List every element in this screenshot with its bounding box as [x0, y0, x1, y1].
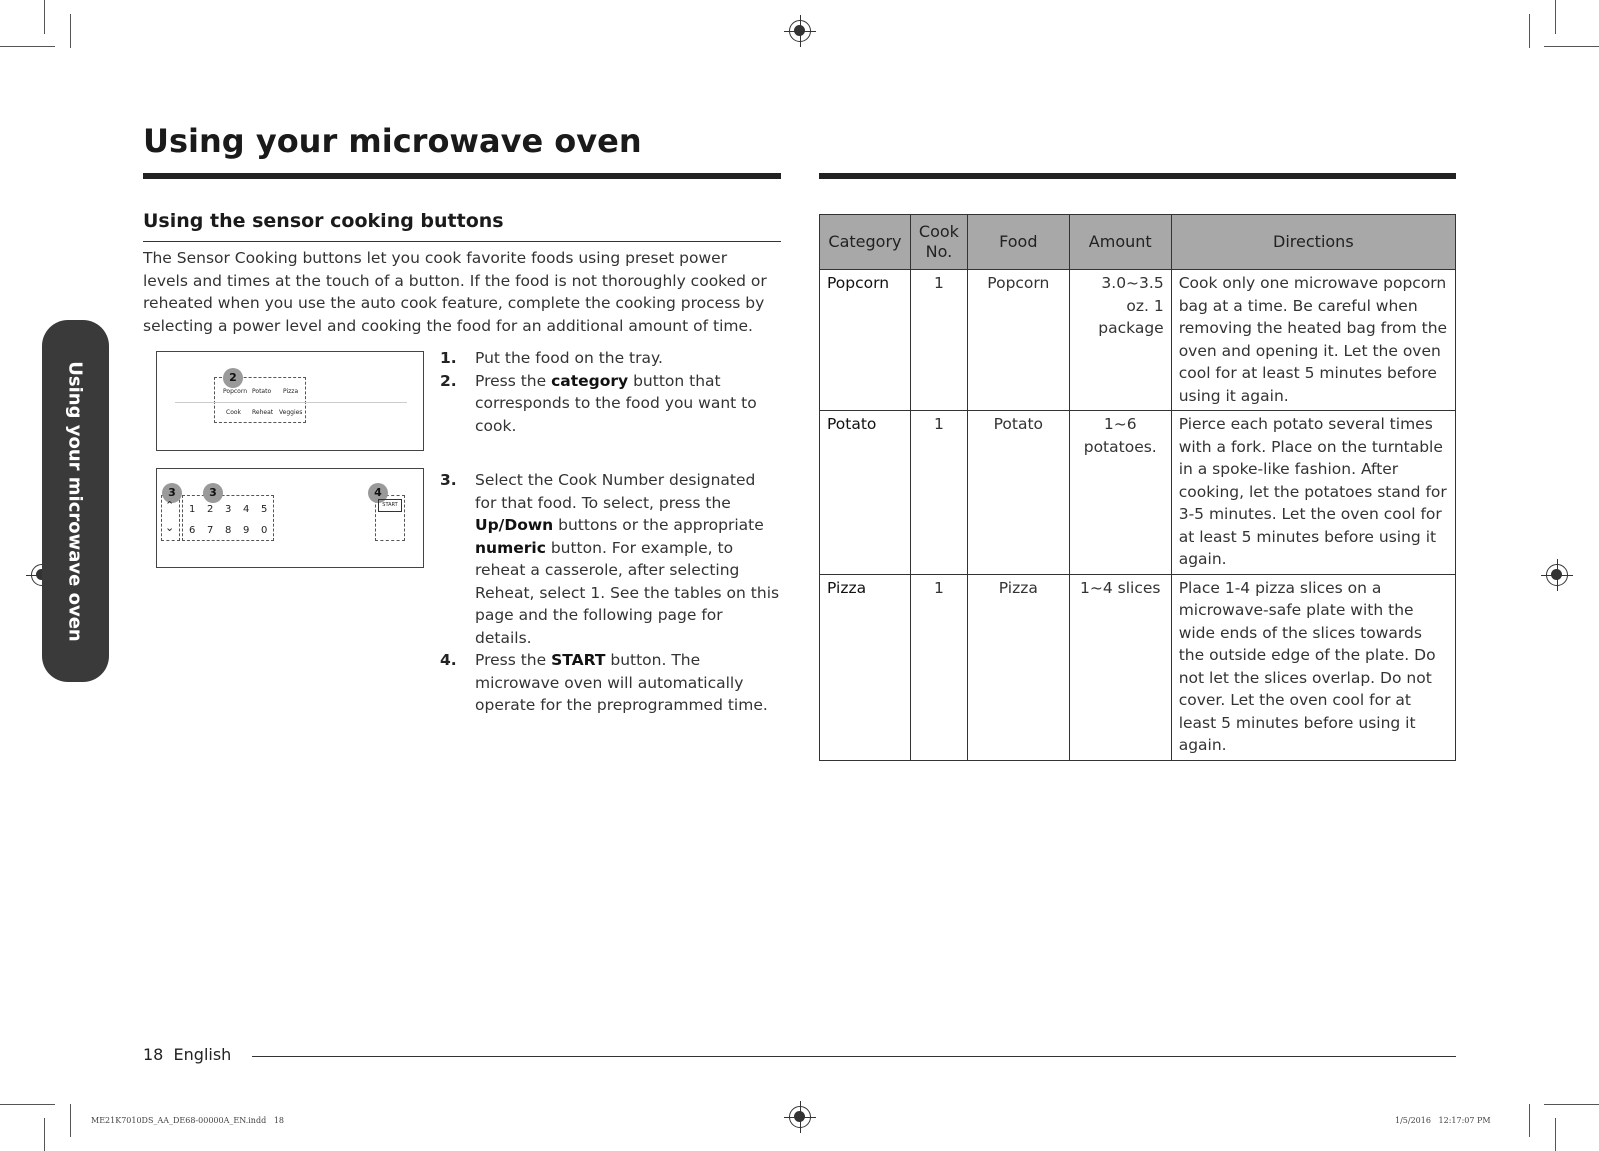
table-row [820, 270, 1456, 411]
popcorn-button: Popcorn [223, 388, 248, 395]
down-arrow-icon: ⌄ [165, 521, 175, 534]
footer-rule [252, 1056, 1456, 1057]
header-directions: Directions [1171, 215, 1455, 270]
cell-cook-no: 1 [910, 574, 967, 760]
cell-food: Pizza [967, 574, 1069, 760]
numeric-button: 8 [225, 525, 232, 536]
numeric-button: 7 [207, 525, 214, 536]
crop-mark [44, 1118, 45, 1151]
panel-divider [175, 402, 407, 403]
table-row [820, 411, 1456, 575]
crop-mark [0, 1104, 55, 1105]
header-amount: Amount [1069, 215, 1171, 270]
crop-mark [0, 46, 55, 47]
cell-food: Popcorn [967, 270, 1069, 411]
crop-mark [70, 1104, 71, 1137]
pizza-button: Pizza [283, 388, 299, 395]
section-heading: Using the sensor cooking buttons [143, 210, 504, 232]
crop-mark [44, 0, 45, 34]
crop-mark [1544, 1104, 1599, 1105]
step-badge-4: 4 [368, 483, 388, 503]
registration-mark-icon [789, 1106, 811, 1128]
numeric-button: 2 [207, 504, 214, 515]
title-bar-right [819, 173, 1456, 179]
print-slug-file: ME21K7010DS_AA_DE68-00000A_EN.indd 18 [91, 1116, 284, 1125]
step-badge-3a: 3 [162, 483, 182, 503]
page-number: 18 English [143, 1045, 232, 1064]
cook-button: Cook [226, 409, 242, 416]
cell-directions: Cook only one microwave popcorn bag at a time. Be careful when removing the heated bag from the oven and opening it. Let the oven cool for at least 5 minutes before using it again. [1171, 270, 1455, 411]
numeric-button: 6 [189, 525, 196, 536]
step-badge-2: 2 [223, 368, 243, 388]
cell-food: Potato [967, 411, 1069, 575]
cell-cook-no: 1 [910, 270, 967, 411]
crop-mark [1555, 1118, 1556, 1151]
side-tab-label: Using your microwave oven [65, 360, 86, 642]
header-category: Category [820, 215, 911, 270]
step-item: 2. Press the category button that corresponds to the food you want to cook. [440, 371, 757, 435]
cell-amount: 1~4 slices [1069, 574, 1171, 760]
crop-mark [1555, 0, 1556, 34]
section-divider [143, 241, 781, 242]
side-tab [42, 320, 109, 682]
up-arrow-icon: ⌃ [165, 499, 175, 512]
numeric-button: 9 [243, 525, 250, 536]
numeric-button: 3 [225, 504, 232, 515]
step-item: 4. Press the START button. The microwave oven will automatically operate for the preprogrammed time. [440, 651, 768, 714]
reheat-button: Reheat [252, 409, 274, 416]
cell-directions: Place 1-4 pizza slices on a microwave-safe plate with the wide ends of the slices towards the outside edge of the plate. Do not let the slices overlap. Do not cover. Let the oven cool for at least 5 minutes before using it again. [1171, 574, 1455, 760]
cell-amount: 1~6 potatoes. [1069, 411, 1171, 575]
cell-category: Pizza [820, 574, 911, 760]
cell-directions: Pierce each potato several times with a fork. Place on the turntable in a spoke-like fashion. After cooking, let the potatoes stand for 3-5 minutes. Let the oven cool for at least 5 minutes before using it again. [1171, 411, 1455, 575]
numeric-button: 4 [243, 504, 250, 515]
page-title: Using your microwave oven [143, 122, 642, 160]
crop-mark [1544, 46, 1599, 47]
crop-mark [1529, 1104, 1530, 1137]
numeric-button: 1 [189, 504, 196, 515]
start-button: START [378, 499, 402, 512]
registration-mark-icon [789, 20, 811, 42]
table-header-row [820, 215, 1456, 270]
table-row [820, 574, 1456, 760]
step-badge-3b: 3 [203, 483, 223, 503]
numeric-button: 0 [261, 525, 268, 536]
header-food: Food [967, 215, 1069, 270]
print-slug-date: 1/5/2016 12:17:07 PM [1395, 1116, 1491, 1125]
header-cook-no: Cook No. [910, 215, 967, 270]
step-item: 3. Select the Cook Number designated for that food. To select, press the Up/Down buttons or the appropriate numeric button. For example, to reheat a casserole, after selecting Reheat, select 1. See the tables on this page and the following page for details. [440, 471, 780, 647]
potato-button: Potato [252, 388, 272, 395]
sensor-cooking-table [819, 214, 1456, 761]
step-item: 1. Put the food on the tray. [440, 349, 663, 367]
steps-list [440, 347, 780, 717]
registration-mark-icon [1546, 564, 1568, 586]
title-bar-left [143, 173, 781, 179]
cell-cook-no: 1 [910, 411, 967, 575]
crop-mark [70, 14, 71, 48]
cell-category: Potato [820, 411, 911, 575]
cell-amount: 3.0~3.5 oz. 1 package [1069, 270, 1171, 411]
crop-mark [1529, 14, 1530, 48]
control-panel-illustration-number [156, 468, 424, 568]
cell-category: Popcorn [820, 270, 911, 411]
numeric-button: 5 [261, 504, 268, 515]
intro-paragraph: The Sensor Cooking buttons let you cook favorite foods using preset power levels and times at the touch of a button. If the food is not thoroughly cooked or reheated when you use the auto cook feature, complete the cooking process by selecting a power level and cooking the food for an additional amount of time. [143, 249, 767, 335]
veggies-button: Veggies [279, 409, 303, 416]
control-panel-illustration-category [156, 351, 424, 451]
